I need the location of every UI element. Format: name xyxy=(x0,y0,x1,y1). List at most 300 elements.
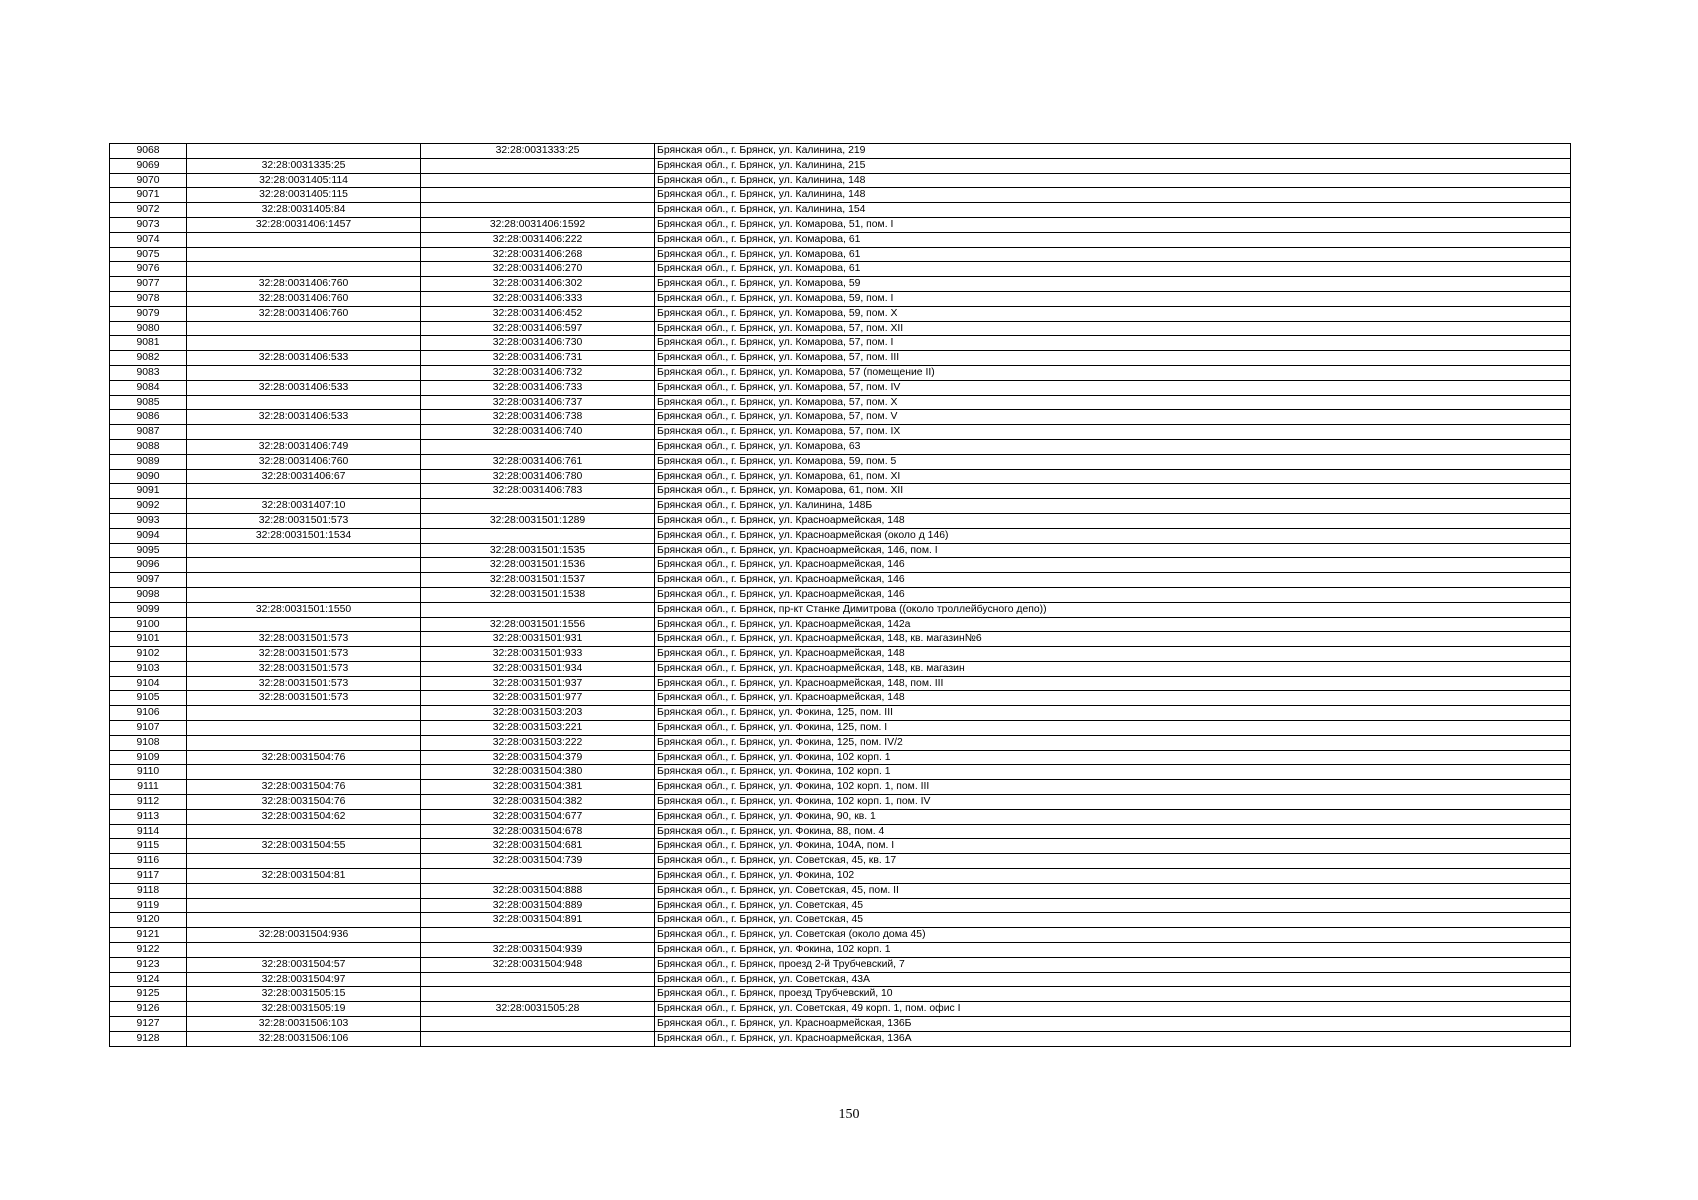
table-row xyxy=(110,499,1571,514)
land-cadastral-number-cell: 32:28:0031406:760 xyxy=(187,306,421,321)
row-number-cell: 9124 xyxy=(110,972,187,987)
object-cadastral-number-cell: 32:28:0031406:740 xyxy=(421,425,655,440)
object-cadastral-number-cell: 32:28:0031504:939 xyxy=(421,943,655,958)
land-cadastral-number-cell xyxy=(187,735,421,750)
land-cadastral-number-cell xyxy=(187,913,421,928)
object-cadastral-number-cell xyxy=(421,528,655,543)
land-cadastral-number-cell xyxy=(187,824,421,839)
table-row xyxy=(110,203,1571,218)
address-cell: Брянская обл., г. Брянск, ул. Комарова, 61 xyxy=(655,232,1571,247)
address-cell: Брянская обл., г. Брянск, ул. Советская, 45 xyxy=(655,913,1571,928)
row-number-cell: 9125 xyxy=(110,987,187,1002)
land-cadastral-number-cell xyxy=(187,558,421,573)
table-row xyxy=(110,277,1571,292)
table-row xyxy=(110,765,1571,780)
table-row xyxy=(110,321,1571,336)
address-cell: Брянская обл., г. Брянск, ул. Комарова, 51, пом. I xyxy=(655,217,1571,232)
object-cadastral-number-cell: 32:28:0031406:302 xyxy=(421,277,655,292)
address-cell: Брянская обл., г. Брянск, ул. Фокина, 90, кв. 1 xyxy=(655,809,1571,824)
land-cadastral-number-cell: 32:28:0031406:760 xyxy=(187,454,421,469)
table-row xyxy=(110,869,1571,884)
address-cell: Брянская обл., г. Брянск, ул. Фокина, 104А, пом. I xyxy=(655,839,1571,854)
row-number-cell: 9126 xyxy=(110,1002,187,1017)
row-number-cell: 9122 xyxy=(110,943,187,958)
address-cell: Брянская обл., г. Брянск, ул. Фокина, 102 xyxy=(655,869,1571,884)
row-number-cell: 9118 xyxy=(110,883,187,898)
object-cadastral-number-cell: 32:28:0031406:780 xyxy=(421,469,655,484)
land-cadastral-number-cell xyxy=(187,144,421,159)
object-cadastral-number-cell: 32:28:0031503:221 xyxy=(421,721,655,736)
table-row xyxy=(110,795,1571,810)
land-cadastral-number-cell xyxy=(187,543,421,558)
address-cell: Брянская обл., г. Брянск, ул. Фокина, 102 корп. 1, пом. III xyxy=(655,780,1571,795)
address-cell: Брянская обл., г. Брянск, ул. Фокина, 102 корп. 1 xyxy=(655,765,1571,780)
land-cadastral-number-cell xyxy=(187,898,421,913)
land-cadastral-number-cell: 32:28:0031504:76 xyxy=(187,795,421,810)
land-cadastral-number-cell xyxy=(187,365,421,380)
table-row xyxy=(110,543,1571,558)
object-cadastral-number-cell xyxy=(421,972,655,987)
address-cell: Брянская обл., г. Брянск, ул. Красноармейская, 142а xyxy=(655,617,1571,632)
land-cadastral-number-cell xyxy=(187,765,421,780)
table-row xyxy=(110,632,1571,647)
land-cadastral-number-cell: 32:28:0031504:76 xyxy=(187,780,421,795)
table-row xyxy=(110,173,1571,188)
address-cell: Брянская обл., г. Брянск, ул. Фокина, 102 корп. 1, пом. IV xyxy=(655,795,1571,810)
land-cadastral-number-cell xyxy=(187,854,421,869)
land-cadastral-number-cell: 32:28:0031501:573 xyxy=(187,647,421,662)
address-cell: Брянская обл., г. Брянск, ул. Калинина, 148Б xyxy=(655,499,1571,514)
table-row xyxy=(110,854,1571,869)
address-cell: Брянская обл., г. Брянск, ул. Красноармейская, 148 xyxy=(655,647,1571,662)
object-cadastral-number-cell: 32:28:0031406:1592 xyxy=(421,217,655,232)
row-number-cell: 9103 xyxy=(110,661,187,676)
object-cadastral-number-cell: 32:28:0031501:1538 xyxy=(421,587,655,602)
object-cadastral-number-cell: 32:28:0031406:733 xyxy=(421,380,655,395)
address-cell: Брянская обл., г. Брянск, проезд Трубчевский, 10 xyxy=(655,987,1571,1002)
row-number-cell: 9110 xyxy=(110,765,187,780)
table-row xyxy=(110,706,1571,721)
table-row xyxy=(110,528,1571,543)
object-cadastral-number-cell xyxy=(421,602,655,617)
object-cadastral-number-cell: 32:28:0031406:761 xyxy=(421,454,655,469)
object-cadastral-number-cell: 32:28:0031501:1289 xyxy=(421,513,655,528)
land-cadastral-number-cell xyxy=(187,262,421,277)
address-cell: Брянская обл., г. Брянск, ул. Комарова, 59, пом. 5 xyxy=(655,454,1571,469)
address-cell: Брянская обл., г. Брянск, ул. Фокина, 125, пом. III xyxy=(655,706,1571,721)
land-cadastral-number-cell: 32:28:0031406:1457 xyxy=(187,217,421,232)
object-cadastral-number-cell: 32:28:0031501:933 xyxy=(421,647,655,662)
land-cadastral-number-cell xyxy=(187,484,421,499)
table-row xyxy=(110,1031,1571,1046)
row-number-cell: 9099 xyxy=(110,602,187,617)
address-cell: Брянская обл., г. Брянск, ул. Советская, 45 xyxy=(655,898,1571,913)
address-cell: Брянская обл., г. Брянск, ул. Фокина, 125, пом. I xyxy=(655,721,1571,736)
address-cell: Брянская обл., г. Брянск, ул. Красноармейская, 148, кв. магазин xyxy=(655,661,1571,676)
table-row xyxy=(110,144,1571,159)
table-row xyxy=(110,898,1571,913)
object-cadastral-number-cell: 32:28:0031406:452 xyxy=(421,306,655,321)
address-cell: Брянская обл., г. Брянск, ул. Калинина, 219 xyxy=(655,144,1571,159)
object-cadastral-number-cell xyxy=(421,869,655,884)
row-number-cell: 9112 xyxy=(110,795,187,810)
object-cadastral-number-cell: 32:28:0031501:977 xyxy=(421,691,655,706)
table-row xyxy=(110,439,1571,454)
row-number-cell: 9096 xyxy=(110,558,187,573)
object-cadastral-number-cell: 32:28:0031505:28 xyxy=(421,1002,655,1017)
land-cadastral-number-cell: 32:28:0031501:573 xyxy=(187,661,421,676)
object-cadastral-number-cell: 32:28:0031504:678 xyxy=(421,824,655,839)
land-cadastral-number-cell: 32:28:0031504:97 xyxy=(187,972,421,987)
object-cadastral-number-cell: 32:28:0031504:891 xyxy=(421,913,655,928)
table-row xyxy=(110,291,1571,306)
object-cadastral-number-cell: 32:28:0031501:934 xyxy=(421,661,655,676)
object-cadastral-number-cell: 32:28:0031406:737 xyxy=(421,395,655,410)
object-cadastral-number-cell: 32:28:0031504:382 xyxy=(421,795,655,810)
object-cadastral-number-cell: 32:28:0031406:731 xyxy=(421,351,655,366)
table-row xyxy=(110,573,1571,588)
row-number-cell: 9121 xyxy=(110,928,187,943)
row-number-cell: 9080 xyxy=(110,321,187,336)
table-row xyxy=(110,913,1571,928)
address-cell: Брянская обл., г. Брянск, ул. Фокина, 102 корп. 1 xyxy=(655,943,1571,958)
row-number-cell: 9078 xyxy=(110,291,187,306)
table-row xyxy=(110,395,1571,410)
row-number-cell: 9086 xyxy=(110,410,187,425)
row-number-cell: 9084 xyxy=(110,380,187,395)
row-number-cell: 9088 xyxy=(110,439,187,454)
table-row xyxy=(110,158,1571,173)
table-row xyxy=(110,943,1571,958)
row-number-cell: 9093 xyxy=(110,513,187,528)
object-cadastral-number-cell: 32:28:0031503:203 xyxy=(421,706,655,721)
row-number-cell: 9116 xyxy=(110,854,187,869)
object-cadastral-number-cell: 32:28:0031406:222 xyxy=(421,232,655,247)
address-cell: Брянская обл., г. Брянск, ул. Советская (около дома 45) xyxy=(655,928,1571,943)
table-row xyxy=(110,365,1571,380)
land-cadastral-number-cell: 32:28:0031505:15 xyxy=(187,987,421,1002)
row-number-cell: 9090 xyxy=(110,469,187,484)
row-number-cell: 9115 xyxy=(110,839,187,854)
address-cell: Брянская обл., г. Брянск, ул. Советская, 49 корп. 1, пом. офис I xyxy=(655,1002,1571,1017)
table-row xyxy=(110,883,1571,898)
row-number-cell: 9104 xyxy=(110,676,187,691)
address-cell: Брянская обл., г. Брянск, ул. Фокина, 102 корп. 1 xyxy=(655,750,1571,765)
object-cadastral-number-cell: 32:28:0031503:222 xyxy=(421,735,655,750)
address-cell: Брянская обл., г. Брянск, ул. Комарова, 59, пом. I xyxy=(655,291,1571,306)
land-cadastral-number-cell: 32:28:0031504:81 xyxy=(187,869,421,884)
row-number-cell: 9073 xyxy=(110,217,187,232)
row-number-cell: 9111 xyxy=(110,780,187,795)
table-row xyxy=(110,839,1571,854)
row-number-cell: 9120 xyxy=(110,913,187,928)
property-table-body xyxy=(110,144,1571,1047)
address-cell: Брянская обл., г. Брянск, ул. Калинина, 154 xyxy=(655,203,1571,218)
land-cadastral-number-cell: 32:28:0031504:55 xyxy=(187,839,421,854)
object-cadastral-number-cell: 32:28:0031501:1556 xyxy=(421,617,655,632)
land-cadastral-number-cell: 32:28:0031406:533 xyxy=(187,380,421,395)
object-cadastral-number-cell xyxy=(421,1031,655,1046)
object-cadastral-number-cell: 32:28:0031504:380 xyxy=(421,765,655,780)
address-cell: Брянская обл., г. Брянск, ул. Красноармейская, 148, кв. магазин№6 xyxy=(655,632,1571,647)
row-number-cell: 9081 xyxy=(110,336,187,351)
table-row xyxy=(110,336,1571,351)
row-number-cell: 9102 xyxy=(110,647,187,662)
land-cadastral-number-cell: 32:28:0031406:533 xyxy=(187,410,421,425)
land-cadastral-number-cell xyxy=(187,232,421,247)
object-cadastral-number-cell: 32:28:0031406:738 xyxy=(421,410,655,425)
object-cadastral-number-cell xyxy=(421,499,655,514)
address-cell: Брянская обл., г. Брянск, ул. Комарова, 57, пом. V xyxy=(655,410,1571,425)
row-number-cell: 9128 xyxy=(110,1031,187,1046)
table-row xyxy=(110,425,1571,440)
table-row xyxy=(110,735,1571,750)
land-cadastral-number-cell: 32:28:0031405:114 xyxy=(187,173,421,188)
object-cadastral-number-cell: 32:28:0031504:888 xyxy=(421,883,655,898)
table-row xyxy=(110,587,1571,602)
object-cadastral-number-cell: 32:28:0031501:1536 xyxy=(421,558,655,573)
object-cadastral-number-cell xyxy=(421,439,655,454)
land-cadastral-number-cell: 32:28:0031501:573 xyxy=(187,632,421,647)
table-row xyxy=(110,380,1571,395)
row-number-cell: 9082 xyxy=(110,351,187,366)
row-number-cell: 9127 xyxy=(110,1017,187,1032)
land-cadastral-number-cell xyxy=(187,573,421,588)
table-row xyxy=(110,1002,1571,1017)
land-cadastral-number-cell: 32:28:0031335:25 xyxy=(187,158,421,173)
land-cadastral-number-cell: 32:28:0031506:106 xyxy=(187,1031,421,1046)
row-number-cell: 9092 xyxy=(110,499,187,514)
land-cadastral-number-cell xyxy=(187,617,421,632)
table-row xyxy=(110,306,1571,321)
object-cadastral-number-cell xyxy=(421,173,655,188)
address-cell: Брянская обл., г. Брянск, ул. Красноармейская, 148 xyxy=(655,691,1571,706)
address-cell: Брянская обл., г. Брянск, ул. Комарова, 61 xyxy=(655,247,1571,262)
address-cell: Брянская обл., г. Брянск, ул. Калинина, 148 xyxy=(655,188,1571,203)
address-cell: Брянская обл., г. Брянск, ул. Советская, 43А xyxy=(655,972,1571,987)
object-cadastral-number-cell: 32:28:0031406:783 xyxy=(421,484,655,499)
address-cell: Брянская обл., г. Брянск, ул. Комарова, 61, пом. XI xyxy=(655,469,1571,484)
address-cell: Брянская обл., г. Брянск, ул. Комарова, 57, пом. III xyxy=(655,351,1571,366)
land-cadastral-number-cell: 32:28:0031406:760 xyxy=(187,291,421,306)
row-number-cell: 9101 xyxy=(110,632,187,647)
object-cadastral-number-cell xyxy=(421,1017,655,1032)
row-number-cell: 9123 xyxy=(110,957,187,972)
object-cadastral-number-cell: 32:28:0031406:333 xyxy=(421,291,655,306)
object-cadastral-number-cell: 32:28:0031504:739 xyxy=(421,854,655,869)
land-cadastral-number-cell: 32:28:0031506:103 xyxy=(187,1017,421,1032)
table-row xyxy=(110,484,1571,499)
row-number-cell: 9087 xyxy=(110,425,187,440)
object-cadastral-number-cell: 32:28:0031504:948 xyxy=(421,957,655,972)
land-cadastral-number-cell: 32:28:0031501:1550 xyxy=(187,602,421,617)
row-number-cell: 9077 xyxy=(110,277,187,292)
object-cadastral-number-cell: 32:28:0031501:1535 xyxy=(421,543,655,558)
land-cadastral-number-cell: 32:28:0031504:936 xyxy=(187,928,421,943)
row-number-cell: 9106 xyxy=(110,706,187,721)
land-cadastral-number-cell: 32:28:0031501:573 xyxy=(187,676,421,691)
address-cell: Брянская обл., г. Брянск, ул. Советская, 45, пом. II xyxy=(655,883,1571,898)
land-cadastral-number-cell xyxy=(187,943,421,958)
address-cell: Брянская обл., г. Брянск, ул. Фокина, 125, пом. IV/2 xyxy=(655,735,1571,750)
row-number-cell: 9097 xyxy=(110,573,187,588)
land-cadastral-number-cell: 32:28:0031504:76 xyxy=(187,750,421,765)
table-row xyxy=(110,469,1571,484)
land-cadastral-number-cell xyxy=(187,336,421,351)
object-cadastral-number-cell xyxy=(421,203,655,218)
table-row xyxy=(110,617,1571,632)
address-cell: Брянская обл., г. Брянск, пр-кт Станке Димитрова ((около троллейбусного депо)) xyxy=(655,602,1571,617)
land-cadastral-number-cell xyxy=(187,321,421,336)
land-cadastral-number-cell: 32:28:0031505:19 xyxy=(187,1002,421,1017)
row-number-cell: 9083 xyxy=(110,365,187,380)
object-cadastral-number-cell: 32:28:0031504:677 xyxy=(421,809,655,824)
address-cell: Брянская обл., г. Брянск, ул. Красноармейская, 148 xyxy=(655,513,1571,528)
land-cadastral-number-cell: 32:28:0031406:749 xyxy=(187,439,421,454)
table-row xyxy=(110,809,1571,824)
address-cell: Брянская обл., г. Брянск, ул. Красноармейская, 146, пом. I xyxy=(655,543,1571,558)
address-cell: Брянская обл., г. Брянск, ул. Фокина, 88, пом. 4 xyxy=(655,824,1571,839)
land-cadastral-number-cell: 32:28:0031501:573 xyxy=(187,513,421,528)
object-cadastral-number-cell: 32:28:0031406:730 xyxy=(421,336,655,351)
table-row xyxy=(110,247,1571,262)
land-cadastral-number-cell: 32:28:0031405:115 xyxy=(187,188,421,203)
object-cadastral-number-cell: 32:28:0031504:889 xyxy=(421,898,655,913)
address-cell: Брянская обл., г. Брянск, ул. Красноармейская, 146 xyxy=(655,587,1571,602)
row-number-cell: 9119 xyxy=(110,898,187,913)
row-number-cell: 9113 xyxy=(110,809,187,824)
address-cell: Брянская обл., г. Брянск, ул. Комарова, 57, пом. IV xyxy=(655,380,1571,395)
address-cell: Брянская обл., г. Брянск, ул. Комарова, 57, пом. X xyxy=(655,395,1571,410)
address-cell: Брянская обл., г. Брянск, ул. Комарова, 59, пом. X xyxy=(655,306,1571,321)
property-table xyxy=(109,143,1571,1047)
address-cell: Брянская обл., г. Брянск, ул. Калинина, 148 xyxy=(655,173,1571,188)
object-cadastral-number-cell: 32:28:0031501:937 xyxy=(421,676,655,691)
land-cadastral-number-cell xyxy=(187,883,421,898)
row-number-cell: 9114 xyxy=(110,824,187,839)
table-row xyxy=(110,188,1571,203)
address-cell: Брянская обл., г. Брянск, ул. Комарова, 63 xyxy=(655,439,1571,454)
table-row xyxy=(110,661,1571,676)
land-cadastral-number-cell xyxy=(187,247,421,262)
object-cadastral-number-cell: 32:28:0031406:597 xyxy=(421,321,655,336)
table-row xyxy=(110,972,1571,987)
address-cell: Брянская обл., г. Брянск, ул. Комарова, 57, пом. I xyxy=(655,336,1571,351)
table-row xyxy=(110,232,1571,247)
address-cell: Брянская обл., г. Брянск, ул. Красноармейская, 136А xyxy=(655,1031,1571,1046)
land-cadastral-number-cell xyxy=(187,395,421,410)
object-cadastral-number-cell: 32:28:0031406:732 xyxy=(421,365,655,380)
land-cadastral-number-cell xyxy=(187,721,421,736)
land-cadastral-number-cell: 32:28:0031501:573 xyxy=(187,691,421,706)
table-row xyxy=(110,602,1571,617)
address-cell: Брянская обл., г. Брянск, проезд 2-й Трубчевский, 7 xyxy=(655,957,1571,972)
table-row xyxy=(110,558,1571,573)
address-cell: Брянская обл., г. Брянск, ул. Калинина, 215 xyxy=(655,158,1571,173)
table-row xyxy=(110,454,1571,469)
address-cell: Брянская обл., г. Брянск, ул. Красноармейская, 136Б xyxy=(655,1017,1571,1032)
row-number-cell: 9094 xyxy=(110,528,187,543)
object-cadastral-number-cell xyxy=(421,188,655,203)
row-number-cell: 9085 xyxy=(110,395,187,410)
object-cadastral-number-cell: 32:28:0031504:379 xyxy=(421,750,655,765)
row-number-cell: 9095 xyxy=(110,543,187,558)
table-row xyxy=(110,691,1571,706)
object-cadastral-number-cell: 32:28:0031504:681 xyxy=(421,839,655,854)
row-number-cell: 9069 xyxy=(110,158,187,173)
table-row xyxy=(110,351,1571,366)
land-cadastral-number-cell: 32:28:0031504:57 xyxy=(187,957,421,972)
land-cadastral-number-cell: 32:28:0031406:760 xyxy=(187,277,421,292)
address-cell: Брянская обл., г. Брянск, ул. Советская, 45, кв. 17 xyxy=(655,854,1571,869)
table-row xyxy=(110,1017,1571,1032)
row-number-cell: 9076 xyxy=(110,262,187,277)
page-number: 150 xyxy=(838,1107,860,1122)
object-cadastral-number-cell xyxy=(421,928,655,943)
land-cadastral-number-cell: 32:28:0031406:533 xyxy=(187,351,421,366)
table-row xyxy=(110,824,1571,839)
row-number-cell: 9071 xyxy=(110,188,187,203)
row-number-cell: 9079 xyxy=(110,306,187,321)
land-cadastral-number-cell: 32:28:0031501:1534 xyxy=(187,528,421,543)
row-number-cell: 9074 xyxy=(110,232,187,247)
table-row xyxy=(110,513,1571,528)
row-number-cell: 9109 xyxy=(110,750,187,765)
object-cadastral-number-cell: 32:28:0031406:270 xyxy=(421,262,655,277)
row-number-cell: 9089 xyxy=(110,454,187,469)
row-number-cell: 9075 xyxy=(110,247,187,262)
land-cadastral-number-cell xyxy=(187,425,421,440)
land-cadastral-number-cell: 32:28:0031406:67 xyxy=(187,469,421,484)
row-number-cell: 9107 xyxy=(110,721,187,736)
object-cadastral-number-cell: 32:28:0031406:268 xyxy=(421,247,655,262)
row-number-cell: 9098 xyxy=(110,587,187,602)
address-cell: Брянская обл., г. Брянск, ул. Комарова, 57 (помещение II) xyxy=(655,365,1571,380)
object-cadastral-number-cell xyxy=(421,158,655,173)
row-number-cell: 9108 xyxy=(110,735,187,750)
land-cadastral-number-cell: 32:28:0031504:62 xyxy=(187,809,421,824)
address-cell: Брянская обл., г. Брянск, ул. Красноармейская (около д 146) xyxy=(655,528,1571,543)
address-cell: Брянская обл., г. Брянск, ул. Комарова, 57, пом. XII xyxy=(655,321,1571,336)
object-cadastral-number-cell: 32:28:0031504:381 xyxy=(421,780,655,795)
land-cadastral-number-cell xyxy=(187,587,421,602)
address-cell: Брянская обл., г. Брянск, ул. Комарова, 59 xyxy=(655,277,1571,292)
row-number-cell: 9117 xyxy=(110,869,187,884)
row-number-cell: 9070 xyxy=(110,173,187,188)
table-row xyxy=(110,928,1571,943)
address-cell: Брянская обл., г. Брянск, ул. Красноармейская, 146 xyxy=(655,573,1571,588)
address-cell: Брянская обл., г. Брянск, ул. Красноармейская, 148, пом. III xyxy=(655,676,1571,691)
table-row xyxy=(110,957,1571,972)
object-cadastral-number-cell: 32:28:0031501:1537 xyxy=(421,573,655,588)
table-row xyxy=(110,721,1571,736)
table-row xyxy=(110,750,1571,765)
address-cell: Брянская обл., г. Брянск, ул. Комарова, 57, пом. IX xyxy=(655,425,1571,440)
table-row xyxy=(110,647,1571,662)
land-cadastral-number-cell xyxy=(187,706,421,721)
row-number-cell: 9091 xyxy=(110,484,187,499)
table-row xyxy=(110,410,1571,425)
object-cadastral-number-cell: 32:28:0031333:25 xyxy=(421,144,655,159)
land-cadastral-number-cell: 32:28:0031405:84 xyxy=(187,203,421,218)
row-number-cell: 9072 xyxy=(110,203,187,218)
table-row xyxy=(110,262,1571,277)
land-cadastral-number-cell: 32:28:0031407:10 xyxy=(187,499,421,514)
row-number-cell: 9105 xyxy=(110,691,187,706)
table-row xyxy=(110,780,1571,795)
table-row xyxy=(110,217,1571,232)
address-cell: Брянская обл., г. Брянск, ул. Красноармейская, 146 xyxy=(655,558,1571,573)
